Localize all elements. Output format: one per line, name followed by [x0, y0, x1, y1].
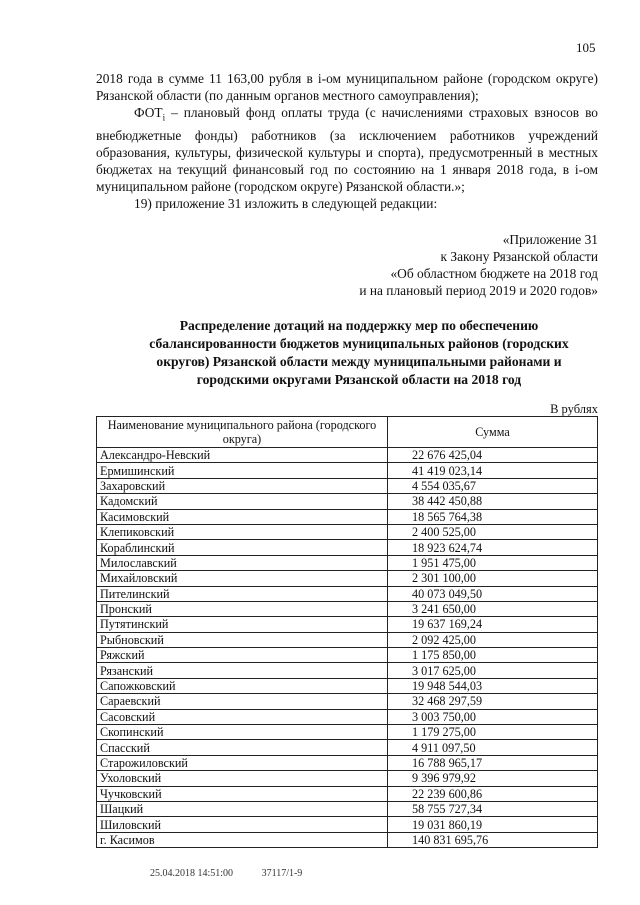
paragraph-2 [96, 104, 598, 195]
table-body [97, 448, 598, 848]
row-district-name: Спасский [97, 740, 388, 755]
table-row [97, 740, 598, 755]
row-sum: 18 923 624,74 [388, 540, 598, 555]
row-sum: 3 003 750,00 [388, 709, 598, 724]
row-district-name: Сасовский [97, 709, 388, 724]
row-sum: 32 468 297,59 [388, 694, 598, 709]
row-sum: 1 175 850,00 [388, 648, 598, 663]
table-row [97, 678, 598, 693]
row-district-name: Пронский [97, 601, 388, 616]
row-district-name: Александро-Невский [97, 448, 388, 463]
table-row [97, 463, 598, 478]
row-district-name: Ермишинский [97, 463, 388, 478]
row-district-name: Кораблинский [97, 540, 388, 555]
row-sum: 41 419 023,14 [388, 463, 598, 478]
footer [150, 868, 328, 879]
table-row [97, 832, 598, 847]
table-row [97, 817, 598, 832]
row-district-name: г. Касимов [97, 832, 388, 847]
row-sum: 18 565 764,38 [388, 509, 598, 524]
document-title: Распределение дотаций на поддержку мер по обеспечению сбалансированности бюджетов муниципальных районов (городских округов) Рязанской области между муниципальными районами и городскими округами Рязанской области на 2018 год [149, 318, 569, 387]
table-row [97, 586, 598, 601]
row-sum: 58 755 727,34 [388, 801, 598, 816]
table-row [97, 801, 598, 816]
fot-symbol: ФОТ [134, 105, 163, 120]
row-sum: 19 948 544,03 [388, 678, 598, 693]
row-district-name: Сараевский [97, 694, 388, 709]
row-sum: 2 301 100,00 [388, 571, 598, 586]
paragraph-2-text: – плановый фонд оплаты труда (с начислениями страховых взносов во внебюджетные фонды) работников (за исключением работников учреждений образования, культуры, физической культуры и спорта), предусмотренный в местных бюджетах на текущий финансовый год по состоянию на 1 января 2018 года, в i-ом муниципальном районе (городском округе) Рязанской области.»; [96, 105, 598, 194]
table-row [97, 709, 598, 724]
row-sum: 40 073 049,50 [388, 586, 598, 601]
table-row [97, 694, 598, 709]
table-row [97, 648, 598, 663]
row-sum: 38 442 450,88 [388, 494, 598, 509]
units-label: В рублях [550, 402, 598, 416]
row-district-name: Касимовский [97, 509, 388, 524]
table-row [97, 494, 598, 509]
fot-subscript: i [162, 112, 166, 123]
row-sum: 2 400 525,00 [388, 524, 598, 539]
appendix-line-3: «Об областном бюджете на 2018 год [390, 266, 598, 281]
table-row [97, 725, 598, 740]
row-district-name: Милославский [97, 555, 388, 570]
table-row [97, 448, 598, 463]
distribution-table [96, 416, 598, 848]
row-district-name: Ухоловский [97, 771, 388, 786]
table-row [97, 755, 598, 770]
row-sum: 22 239 600,86 [388, 786, 598, 801]
row-sum: 9 396 979,92 [388, 771, 598, 786]
table-row [97, 617, 598, 632]
row-sum: 140 831 695,76 [388, 832, 598, 847]
row-sum: 1 179 275,00 [388, 725, 598, 740]
row-district-name: Скопинский [97, 725, 388, 740]
table-row [97, 478, 598, 493]
table-row [97, 632, 598, 647]
row-sum: 2 092 425,00 [388, 632, 598, 647]
body-text [96, 70, 598, 212]
appendix-heading [300, 231, 598, 299]
table-row [97, 786, 598, 801]
row-district-name: Рязанский [97, 663, 388, 678]
row-sum: 19 637 169,24 [388, 617, 598, 632]
row-district-name: Чучковский [97, 786, 388, 801]
row-district-name: Шацкий [97, 801, 388, 816]
row-district-name: Кадомский [97, 494, 388, 509]
table-row [97, 601, 598, 616]
row-sum: 1 951 475,00 [388, 555, 598, 570]
row-sum: 3 241 650,00 [388, 601, 598, 616]
row-district-name: Захаровский [97, 478, 388, 493]
table-row [97, 571, 598, 586]
footer-doc-id: 37117/1-9 [261, 868, 303, 879]
paragraph-1: 2018 года в сумме 11 163,00 рубля в i-ом муниципальном районе (городском округе) Рязанской области (по данным органов местного самоуправления); [96, 71, 598, 103]
row-district-name: Старожиловский [97, 755, 388, 770]
table-row [97, 540, 598, 555]
row-sum: 22 676 425,04 [388, 448, 598, 463]
paragraph-3: 19) приложение 31 изложить в следующей редакции: [134, 195, 438, 211]
table-row [97, 524, 598, 539]
row-district-name: Путятинский [97, 617, 388, 632]
appendix-line-4: и на плановый период 2019 и 2020 годов» [359, 283, 598, 298]
table-row [97, 509, 598, 524]
appendix-line-2: к Закону Рязанской области [440, 249, 598, 264]
header-name: Наименование муниципального района (городского округа) [97, 417, 388, 448]
row-sum: 4 554 035,67 [388, 478, 598, 493]
row-district-name: Сапожковский [97, 678, 388, 693]
table-row [97, 555, 598, 570]
row-district-name: Пителинский [97, 586, 388, 601]
row-district-name: Шиловский [97, 817, 388, 832]
row-sum: 4 911 097,50 [388, 740, 598, 755]
row-district-name: Ряжский [97, 648, 388, 663]
row-district-name: Клепиковский [97, 524, 388, 539]
row-sum: 16 788 965,17 [388, 755, 598, 770]
row-district-name: Рыбновский [97, 632, 388, 647]
page-number: 105 [576, 40, 596, 55]
table-row [97, 771, 598, 786]
footer-timestamp: 25.04.2018 14:51:00 [150, 868, 234, 879]
table-row [97, 663, 598, 678]
row-district-name: Михайловский [97, 571, 388, 586]
row-sum: 19 031 860,19 [388, 817, 598, 832]
appendix-line-1: «Приложение 31 [502, 232, 598, 247]
table-header-row [97, 417, 598, 448]
header-sum: Сумма [388, 417, 598, 448]
row-sum: 3 017 625,00 [388, 663, 598, 678]
